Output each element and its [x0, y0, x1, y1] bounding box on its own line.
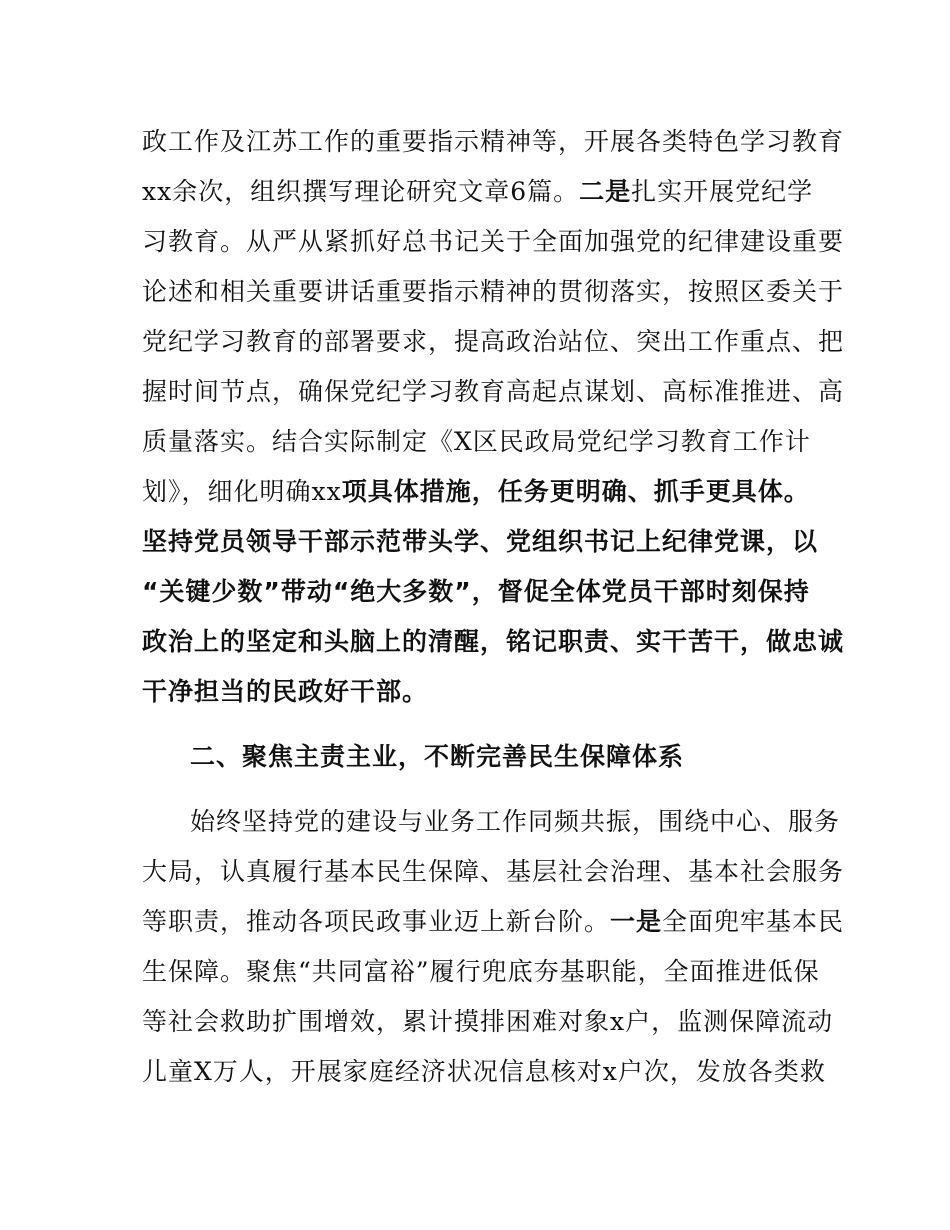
- body-line-15: [142, 852, 845, 892]
- body-line-17: [142, 952, 822, 992]
- section-heading: [190, 737, 870, 777]
- heading-text: 二、聚焦主责主业，不断完善民生保障体系: [190, 742, 685, 771]
- body-line-11: [142, 622, 845, 662]
- body-line-8: [142, 472, 822, 512]
- text-run: 政工作及江苏工作的重要指示精神等，开展各类特色学习教育: [142, 127, 845, 156]
- text-run: “关键少数”带动“绝大多数”，督促全体党员干部时刻保持: [142, 577, 810, 606]
- body-line-7: [142, 422, 822, 462]
- text-run: 扎实开展党纪学: [631, 177, 814, 206]
- body-line-14: [190, 802, 870, 842]
- text-run: 干净担当的民政好干部。: [142, 677, 429, 706]
- text-run: 质量落实。结合实际制定《X区民政局党纪学习教育工作计: [142, 427, 811, 456]
- text-run: xx余次，组织撰写理论研究文章6篇。: [142, 177, 580, 206]
- body-line-12: [142, 672, 822, 712]
- text-run: 握时间节点，确保党纪学习教育高起点谋划、高标准推进、高: [142, 377, 845, 406]
- text-run: 政治上的坚定和头脑上的清醒，铭记职责、实干苦干，做忠诚: [142, 627, 845, 656]
- text-run-bold: 项具体措施，任务更明确、抓手更具体。: [341, 477, 810, 506]
- text-run: 全面兜牢基本民: [662, 907, 845, 936]
- text-run: 等职责，推动各项民政事业迈上新台阶。: [142, 907, 611, 936]
- text-run: 等社会救助扩围增效，累计摸排困难对象x户，监测保障流动: [142, 1007, 834, 1036]
- body-line-16: [142, 902, 845, 942]
- text-run: 坚持党员领导干部示范带头学、党组织书记上纪律党课，以: [142, 527, 819, 556]
- body-line-6: [142, 372, 845, 412]
- text-run: 党纪学习教育的部署要求，提高政治站位、突出工作重点、把: [142, 327, 845, 356]
- body-line-9: [142, 522, 822, 562]
- text-run: 大局，认真履行基本民生保障、基层社会治理、基本社会服务: [142, 857, 845, 886]
- text-run: 儿童X万人，开展家庭经济状况信息核对x户次，发放各类救: [142, 1057, 826, 1086]
- ordinal-marker: 二是: [579, 177, 632, 206]
- body-line-18: [142, 1002, 834, 1042]
- body-line-3: [142, 222, 845, 262]
- body-line-4: [142, 272, 845, 312]
- text-run: 习教育。从严从紧抓好总书记关于全面加强党的纪律建设重要: [142, 227, 845, 256]
- body-line-5: [142, 322, 845, 362]
- text-run: 划》，细化明确xx: [142, 477, 342, 506]
- body-line-2: [142, 172, 822, 212]
- ordinal-marker: 一是: [610, 907, 663, 936]
- text-run: 生保障。聚焦“共同富裕”履行兜底夯基职能，全面推进低保: [142, 957, 820, 986]
- body-line-19: [142, 1052, 826, 1092]
- text-run: 论述和相关重要讲话重要指示精神的贯彻落实，按照区委关于: [142, 277, 845, 306]
- text-run: 始终坚持党的建设与业务工作同频共振，围绕中心、服务: [190, 807, 841, 836]
- body-line-1: [142, 122, 845, 162]
- body-line-10: [142, 572, 822, 612]
